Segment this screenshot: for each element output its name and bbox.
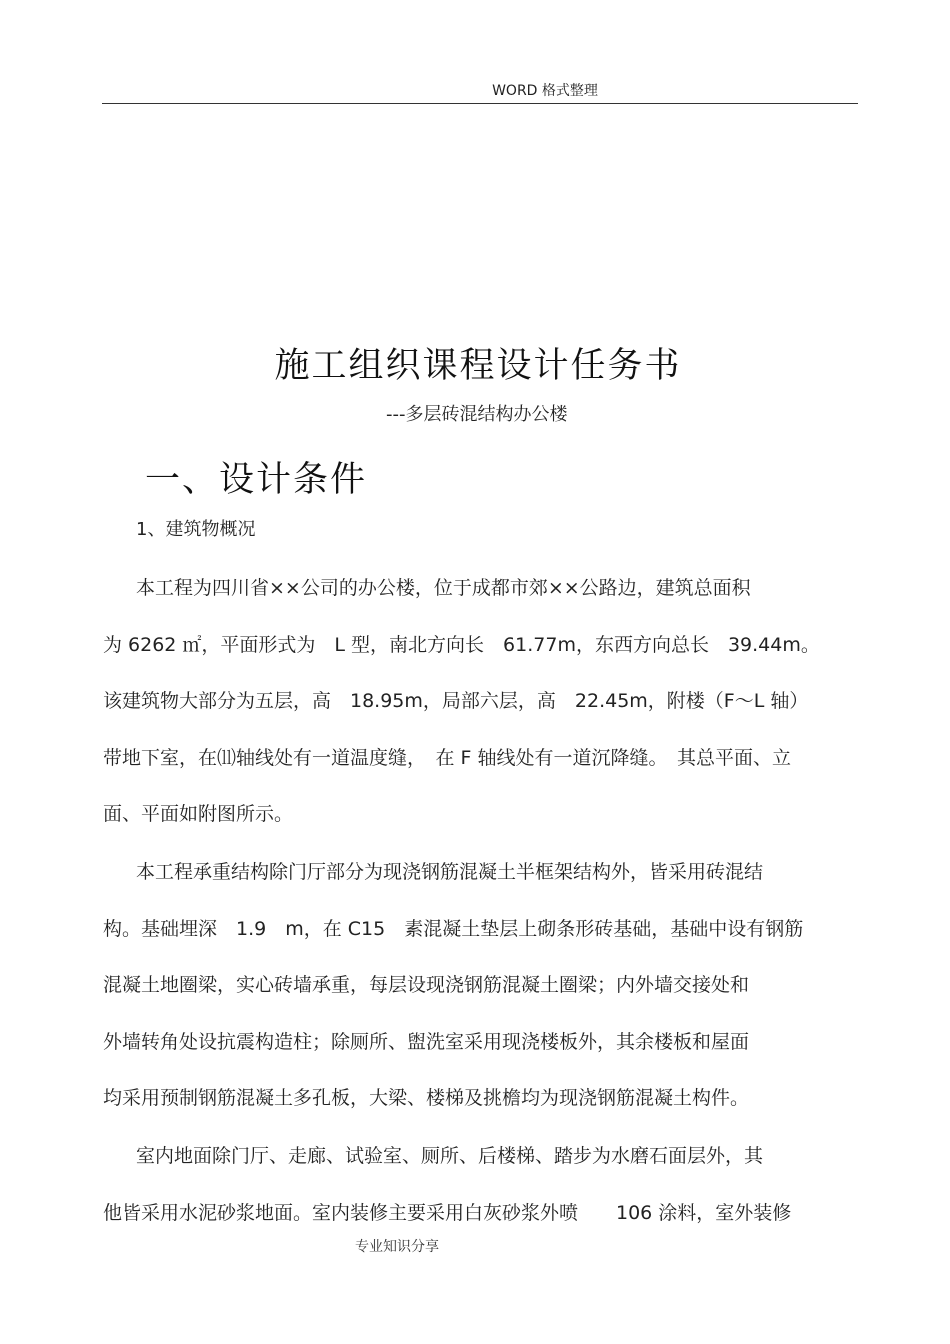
subsection-heading: 1、建筑物概况	[136, 519, 256, 540]
paragraph-line: 室内地面除门厅、走廊、试验室、厕所、后楼梯、踏步为水磨石面层外，其	[136, 1145, 764, 1167]
paragraph-line: 外墙转角处设抗震构造柱；除厕所、盥洗室采用现浇楼板外，其余楼板和屋面	[103, 1031, 750, 1053]
document-subtitle: ---多层砖混结构办公楼	[386, 404, 568, 425]
paragraph-line: 构。基础埋深 1.9 m，在 C15 素混凝土垫层上砌条形砖基础，基础中设有钢筋	[103, 918, 804, 940]
paragraph-line: 面、平面如附图所示。	[103, 803, 294, 825]
paragraph-line: 他皆采用水泥砂浆地面。室内装修主要采用白灰砂浆外喷 106 涂料，室外装修	[103, 1202, 792, 1224]
paragraph-line: 均采用预制钢筋混凝土多孔板，大梁、楼梯及挑檐均为现浇钢筋混凝土构件。	[103, 1087, 750, 1109]
document-title: 施工组织课程设计任务书	[274, 346, 682, 386]
header-divider	[102, 103, 858, 104]
page-header: WORD 格式整理	[492, 83, 598, 99]
paragraph-line: 该建筑物大部分为五层，高 18.95m，局部六层，高 22.45m，附楼（F～L 轴）	[103, 690, 809, 712]
page-footer: 专业知识分享	[355, 1239, 439, 1255]
paragraph-line: 带地下室，在⑾轴线处有一道温度缝， 在 F 轴线处有一道沉降缝。 其总平面、立	[103, 747, 792, 769]
section-heading: 一、设计条件	[145, 460, 368, 500]
paragraph-line: 混凝土地圈梁，实心砖墙承重，每层设现浇钢筋混凝土圈梁；内外墙交接处和	[103, 974, 750, 996]
paragraph-line: 为 6262 ㎡，平面形式为 L 型，南北方向长 61.77m，东西方向总长 39.44m。	[103, 634, 820, 656]
paragraph-line: 本工程承重结构除门厅部分为现浇钢筋混凝土半框架结构外，皆采用砖混结	[136, 861, 764, 883]
paragraph-line: 本工程为四川省××公司的办公楼，位于成都市郊××公路边，建筑总面积	[136, 577, 751, 599]
